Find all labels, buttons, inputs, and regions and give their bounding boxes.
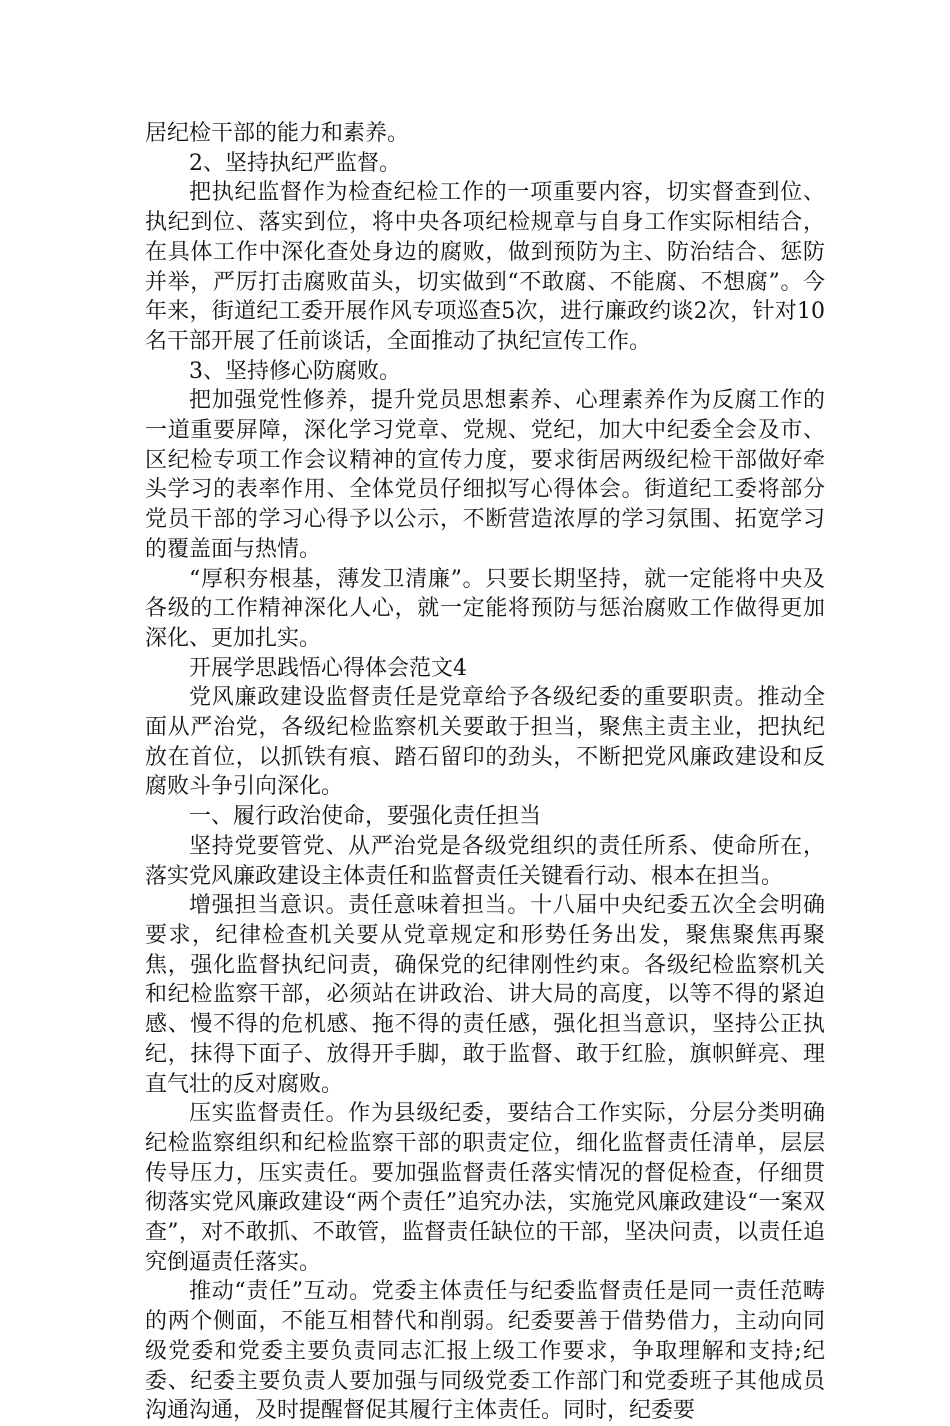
heading-3-self-cultivation: 3、坚持修心防腐败。 [189, 358, 401, 384]
paragraph-supervision-responsibility: 压实监督责任。作为县级纪委，要结合工作实际，分层分类明确纪检监察组织和纪检监察干部的职责定位，细化监督责任清单，层层传导压力，压实责任。要加强监督责任落实情况的督促检查，仔细贯彻落实党风廉政建设“两个责任”追究办法，实施党风廉政建设“一案双查”，对不敢抓、不敢管，监督责任缺位的干部，坚决问责，以责任追究倒逼责任落实。 [145, 1101, 825, 1275]
paragraph-intro-sample-4: 党风廉政建设监督责任是党章给予各级纪委的重要职责。推动全面从严治党，各级纪检监察机关要敢于担当，聚焦主责主业，把执纪放在首位，以抓铁有痕、踏石留印的劲头，不断把党风廉政建设和反腐败斗争引向深化。 [145, 685, 825, 800]
document-body [145, 119, 825, 1426]
section-title-sample-4: 开展学思践悟心得体会范文4 [189, 655, 467, 681]
paragraph-conclusion: “厚积夯根基，薄发卫清廉”。只要长期坚持，就一定能将中央及各级的工作精神深化人心，就一定能将预防与惩治腐败工作做得更加深化、更加扎实。 [145, 566, 825, 651]
paragraph-continuation: 居纪检干部的能力和素养。 [145, 121, 410, 146]
paragraph-responsibility-awareness: 增强担当意识。责任意味着担当。十八届中央纪委五次全会明确要求，纪律检查机关要从党章规定和形势任务出发，聚焦聚焦再聚焦，强化监督执纪问责，确保党的纪律刚性约束。各级纪检监察机关和纪检监察干部，必须站在讲政治、讲大局的高度，以等不得的紧迫感、慢不得的危机感、拖不得的责任感，强化担当意识，坚持公正执纪，抹得下面子、放得开手脚，敢于监督、敢于红脸，旗帜鲜亮、理直气壮的反对腐败。 [145, 893, 825, 1097]
paragraph-responsibility-interaction: 推动“责任”互动。党委主体责任与纪委监督责任是同一责任范畴的两个侧面，不能互相替代和削弱。纪委要善于借势借力，主动向同级党委和党委主要负责同志汇报上级工作要求，争取理解和支持;纪委、纪委主要负责人要加强与同级党委工作部门和党委班子其他成员沟通沟通，及时提醒督促其履行主体责任。同时，纪委要 [145, 1279, 825, 1424]
paragraph-party-cultivation: 把加强党性修养，提升党员思想素养、心理素养作为反腐工作的一道重要屏障，深化学习党章、党规、党纪，加大中纪委全会及市、区纪检专项工作会议精神的宣传力度，要求街居两级纪检干部做好牵头学习的表率作用、全体党员仔细拟写心得体会。街道纪工委将部分党员干部的学习心得予以公示，不断营造浓厚的学习氛围、拓宽学习的覆盖面与热情。 [145, 388, 825, 562]
heading-2-strict-supervision: 2、坚持执纪严监督。 [189, 150, 401, 176]
paragraph-supervision: 把执纪监督作为检查纪检工作的一项重要内容，切实督查到位、执纪到位、落实到位，将中央各项纪检规章与自身工作实际相结合，在具体工作中深化查处身边的腐败，做到预防为主、防治结合、惩防并举，严厉打击腐败苗头，切实做到“不敢腐、不能腐、不想腐”。今年来，街道纪工委开展作风专项巡查5次，进行廉政约谈2次，针对10名干部开展了任前谈话，全面推动了执纪宣传工作。 [145, 180, 825, 354]
paragraph-strict-governance: 坚持党要管党、从严治党是各级党组织的责任所系、使命所在，落实党风廉政建设主体责任和监督责任关键看行动、根本在担当。 [145, 833, 825, 889]
heading-political-mission: 一、履行政治使命，要强化责任担当 [189, 804, 542, 830]
